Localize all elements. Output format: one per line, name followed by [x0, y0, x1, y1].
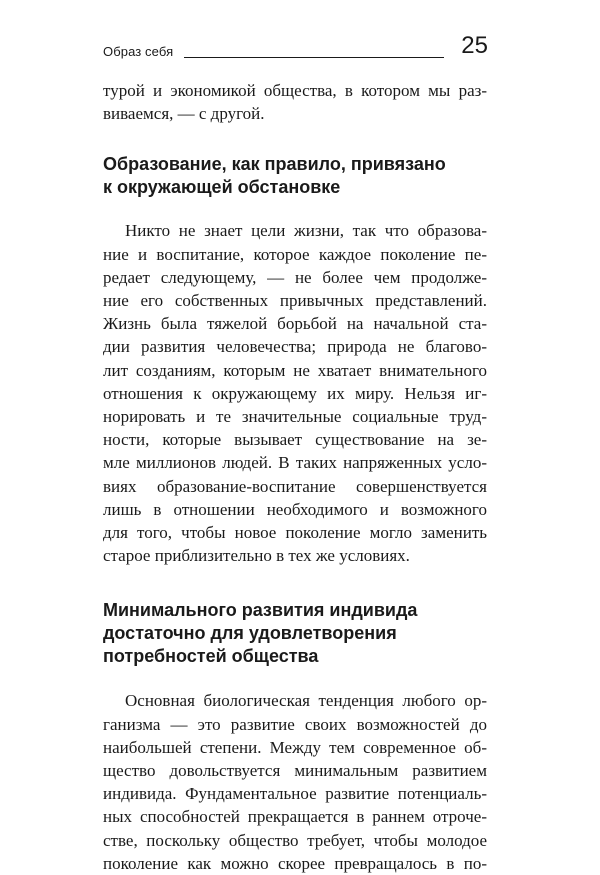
- text-line: норировать и те значительные социальные труд-: [103, 407, 487, 427]
- section-paragraph-education: [103, 219, 487, 567]
- section-heading-education: [103, 153, 487, 199]
- text-line: ных способностей прекращается в раннем отроче-: [103, 807, 487, 827]
- running-head: [103, 30, 488, 60]
- text-line: отношения к окружающему их миру. Нельзя иг-: [103, 383, 487, 403]
- heading-line: достаточно для удовлетворения: [103, 623, 397, 644]
- text-line: Жизнь была тяжелой борьбой на начальной ста-: [103, 314, 487, 334]
- heading-line: к окружающей обстановке: [103, 177, 341, 198]
- heading-line: Образование, как правило, привязано: [103, 154, 446, 175]
- text-line: ние его собственных привычных представлений.: [103, 291, 487, 311]
- text-line: лишь в отношении необходимого и возможного: [103, 499, 487, 519]
- section-heading-minimal-development: [103, 599, 487, 668]
- text-line: для того, чтобы новое поколение могло заменить: [103, 523, 487, 543]
- section-paragraph-minimal-development: [103, 689, 487, 875]
- text-line: Никто не знает цели жизни, так что образова-: [125, 221, 487, 241]
- page-content: [103, 79, 487, 875]
- text-line: редает следующему, — не более чем продолже-: [103, 267, 487, 287]
- text-line: виях образование-воспитание совершенствуется: [103, 476, 487, 496]
- header-rule: [184, 57, 444, 58]
- text-line: дии развития человечества; природа не благово-: [103, 337, 487, 357]
- text-line: лит созданиям, которым не хватает внимательного: [103, 360, 487, 380]
- text-line: поколение как можно скорее превращалось в по-: [103, 853, 487, 873]
- intro-paragraph: [103, 79, 487, 125]
- text-line: индивида. Фундаментальное развитие потенциаль-: [103, 784, 487, 804]
- running-title: Образ себя: [103, 44, 174, 59]
- text-line: турой и экономикой общества, в котором мы раз-: [103, 81, 487, 100]
- page-number: 25: [461, 32, 488, 59]
- heading-line: потребностей общества: [103, 646, 319, 667]
- text-line: ности, которые вызывает существование на зе-: [103, 430, 487, 450]
- text-line: Основная биологическая тенденция любого ор-: [125, 691, 487, 711]
- heading-line: Минимального развития индивида: [103, 600, 418, 621]
- text-line: щество довольствуется минимальным развитием: [103, 761, 487, 781]
- text-line: наибольшей степени. Между тем современное об-: [103, 737, 487, 757]
- text-line: виваемся, — с другой.: [103, 104, 265, 124]
- text-line: ние и воспитание, которое каждое поколение пе-: [103, 244, 487, 264]
- text-line: стве, поскольку общество требует, чтобы молодое: [103, 830, 487, 850]
- text-line: старое приблизительно в тех же условиях.: [103, 546, 410, 566]
- text-line: ганизма — это развитие своих возможностей до: [103, 714, 487, 734]
- text-line: мле миллионов людей. В таких напряженных усло-: [103, 453, 487, 473]
